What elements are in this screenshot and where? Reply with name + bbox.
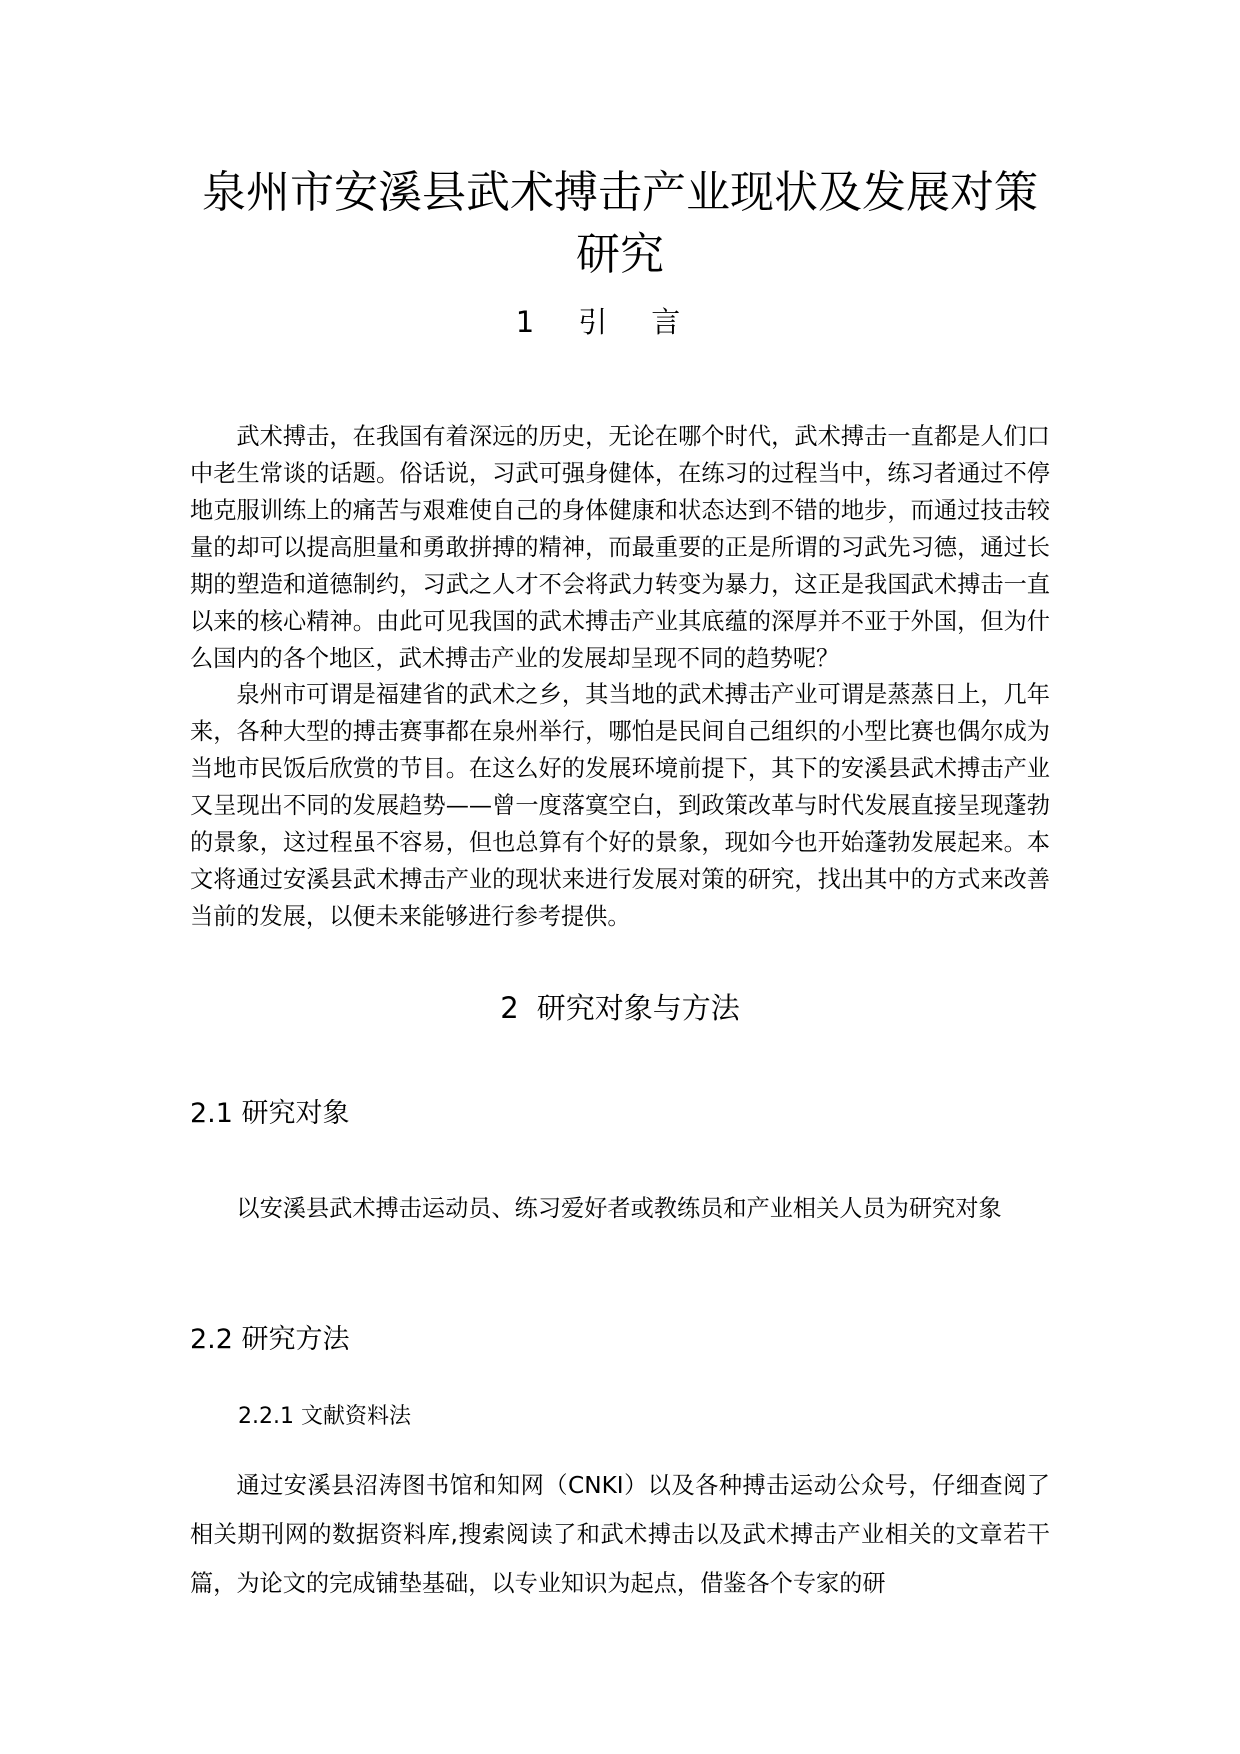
section-heading-methods [0,988,1240,1028]
section-number: 2 [500,991,519,1025]
subsubsection-number: 2.2.1 [238,1404,294,1429]
subsubsection-title: 文献资料法 [300,1404,411,1429]
intro-paragraph-2: 泉州市可谓是福建省的武术之乡，其当地的武术搏击产业可谓是蒸蒸日上，几年来，各种大型的搏击赛事都在泉州举行，哪怕是民间自己组织的小型比赛也偶尔成为当地市民饭后欣赏的节目。在这么好的发展环境前提下，其下的安溪县武术搏击产业又呈现出不同的发展趋势——曾一度落寞空白，到政策改革与时代发展直接呈现蓬勃的景象，这过程虽不容易，但也总算有个好的景象，现如今也开始蓬勃发展起来。本文将通过安溪县武术搏击产业的现状来进行发展对策的研究，找出其中的方式来改善当前的发展，以便未来能够进行参考提供。 [190,681,1050,930]
section-title: 研究对象与方法 [536,991,740,1025]
paper-title: 泉州市安溪县武术搏击产业现状及发展对策研究 [202,167,1038,280]
subsection-heading-research-methods [190,1322,350,1358]
subsection-heading-research-object [190,1096,350,1132]
literature-method-paragraph: 通过安溪县沼涛图书馆和知网（CNKI）以及各种搏击运动公众号，仔细查阅了相关期刊网的数据资料库,搜索阅读了和武术搏击以及武术搏击产业相关的文章若干篇，为论文的完成铺垫基础，以专业知识为起点，借鉴各个专家的研 [190,1472,1050,1597]
research-object-paragraph: 以安溪县武术搏击运动员、练习爱好者或教练员和产业相关人员为研究对象 [236,1195,1002,1222]
section-number: 1 [515,305,535,339]
section-title: 引言 [578,305,725,339]
subsection-number: 2.2 [190,1324,233,1355]
subsubsection-heading-literature [238,1402,411,1432]
subsection-title: 研究方法 [241,1324,350,1355]
intro-paragraph-1: 武术搏击，在我国有着深远的历史，无论在哪个时代，武术搏击一直都是人们口中老生常谈的话题。俗话说，习武可强身健体，在练习的过程当中，练习者通过不停地克服训练上的痛苦与艰难使自己的身体健康和状态达到不错的地步，而通过技击较量的却可以提高胆量和勇敢拼搏的精神，而最重要的正是所谓的习武先习德，通过长期的塑造和道德制约，习武之人才不会将武力转变为暴力，这正是我国武术搏击一直以来的核心精神。由此可见我国的武术搏击产业其底蕴的深厚并不亚于外国，但为什么国内的各个地区，武术搏击产业的发展却呈现不同的趋势呢？ [190,423,1050,672]
section-heading-introduction [0,302,1240,342]
subsection-title: 研究对象 [241,1098,350,1129]
subsection-number: 2.1 [190,1098,233,1129]
